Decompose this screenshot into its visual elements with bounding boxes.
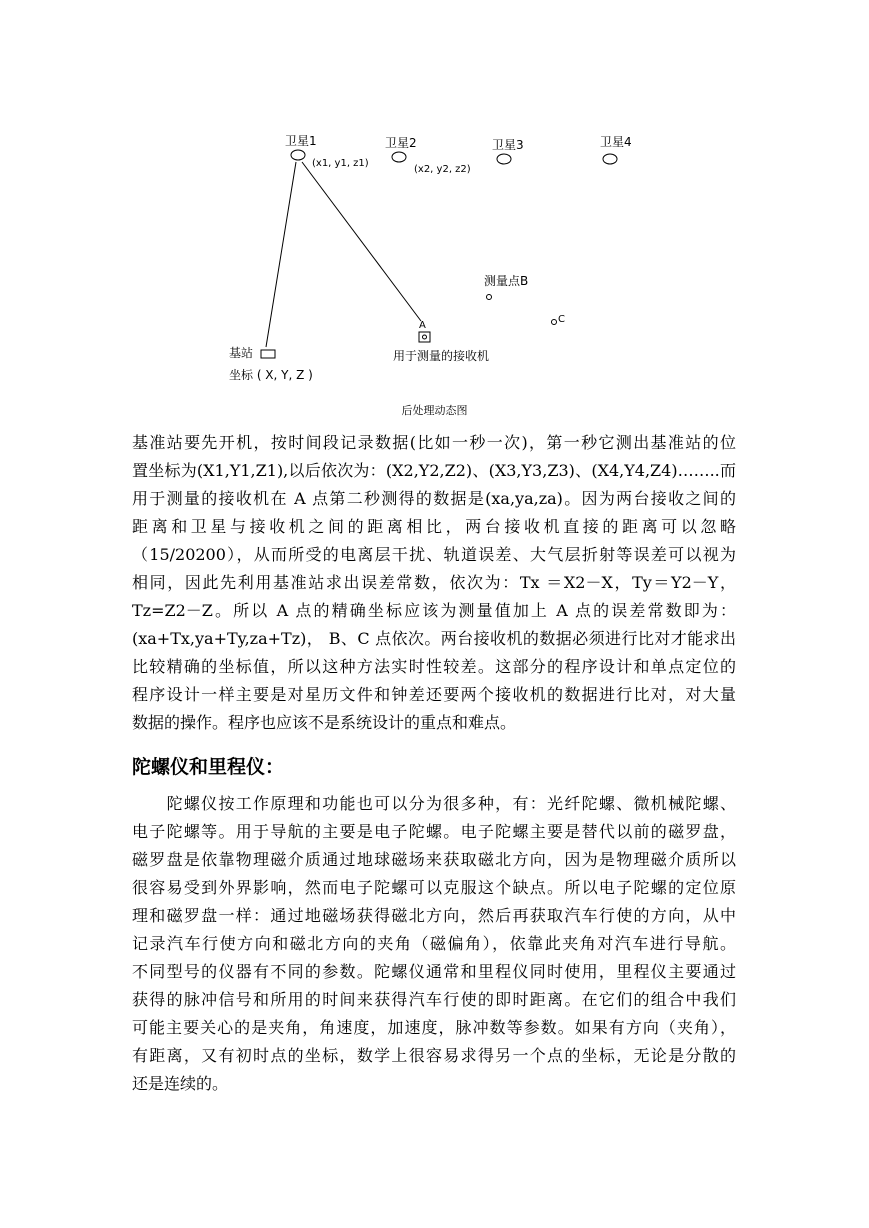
text-line: 距离和卫星与接收机之间的距离相比，两台接收机直接的距离可以忽略 (132, 517, 736, 536)
satellite1-ellipse (291, 150, 305, 160)
text-line: 还是连续的。 (132, 1074, 229, 1093)
section-heading: 陀螺仪和里程仪： (132, 756, 285, 778)
text-line: 置坐标为(X1,Y1,Z1),以后依次为：(X2,Y2,Z2)、(X3,Y3,Z3)、(X4,Y4,Z4)……..而 (132, 461, 736, 480)
diagram-shapes (0, 0, 869, 400)
text-line: （15/20200），从而所受的电离层干扰、轨道误差、大气层折射等误差可以视为 (132, 545, 736, 564)
figure-caption: 后处理动态图 (401, 404, 468, 417)
satellite3-label: 卫星3 (492, 138, 524, 152)
point-b-label: 测量点B (484, 274, 529, 288)
text-line: 很容易受到外界影响，然而电子陀螺可以克服这个缺点。所以电子陀螺的定位原 (132, 878, 736, 897)
text-line: Tz=Z2－Z。所以 A 点的精确坐标应该为测量值加上 A 点的误差常数即为： (132, 601, 736, 620)
point-c-marker (552, 320, 557, 325)
text-line: 比较精确的坐标值，所以这种方法实时性较差。这部分的程序设计和单点定位的 (132, 657, 736, 676)
satellite1-label: 卫星1 (285, 134, 317, 148)
text-line: 理和磁罗盘一样：通过地磁场获得磁北方向，然后再获取汽车行使的方向，从中 (132, 906, 736, 925)
text-line: 记录汽车行使方向和磁北方向的夹角（磁偏角），依靠此夹角对汽车进行导航。 (132, 934, 736, 953)
receiver-dot (423, 335, 427, 339)
text-line: 不同型号的仪器有不同的参数。陀螺仪通常和里程仪同时使用，里程仪主要通过 (132, 962, 736, 981)
text-line: 基准站要先开机，按时间段记录数据(比如一秒一次)，第一秒它测出基准站的位 (132, 433, 736, 452)
text-line: 用于测量的接收机在 A 点第二秒测得的数据是(xa,ya,za)。因为两台接收之间的 (132, 489, 736, 508)
satellite2-coord: (x2, y2, z2) (414, 164, 471, 175)
point-c-label: C (558, 314, 565, 325)
text-line: 数据的操作。程序也应该不是系统设计的重点和难点。 (132, 713, 517, 732)
satellite4-ellipse (603, 154, 617, 164)
base-station-label: 基站 (229, 346, 254, 360)
point-b-marker (487, 295, 492, 300)
text-line: 相同，因此先利用基准站求出误差常数，依次为：Tx ＝X2－X，Ty＝Y2－Y， (132, 573, 736, 592)
text-line: (xa+Tx,ya+Ty,za+Tz)， B、C 点依次。两台接收机的数据必须进行比对才能求出 (132, 629, 736, 648)
signal-line-receiver (302, 162, 421, 321)
text-line: 获得的脉冲信号和所用的时间来获得汽车行使的即时距离。在它们的组合中我们 (132, 990, 736, 1009)
text-line: 有距离，又有初时点的坐标，数学上很容易求得另一个点的坐标，无论是分散的 (132, 1046, 736, 1065)
text-line: 电子陀螺等。用于导航的主要是电子陀螺。电子陀螺主要是替代以前的磁罗盘， (132, 822, 736, 841)
satellite1-coord: (x1, y1, z1) (312, 158, 369, 169)
receiver-box (419, 332, 430, 342)
signal-line-base (266, 162, 296, 347)
text-line: 陀螺仪按工作原理和功能也可以分为很多种，有：光纤陀螺、微机械陀螺、 (132, 794, 736, 813)
text-line: 磁罗盘是依靠物理磁介质通过地球磁场来获取磁北方向，因为是物理磁介质所以 (132, 850, 736, 869)
base-station-box (261, 350, 275, 358)
satellite2-ellipse (392, 152, 406, 162)
satellite4-label: 卫星4 (600, 135, 632, 149)
post-processing-diagram (0, 0, 869, 400)
text-line: 程序设计一样主要是对星历文件和钟差还要两个接收机的数据进行比对，对大量 (132, 685, 736, 704)
text-line: 可能主要关心的是夹角，角速度，加速度，脉冲数等参数。如果有方向（夹角）， (132, 1018, 736, 1037)
receiver-label: 用于测量的接收机 (393, 349, 490, 363)
satellite2-label: 卫星2 (385, 136, 417, 150)
satellite3-ellipse (497, 154, 511, 164)
base-station-coord: 坐标 ( X, Y, Z ) (229, 368, 313, 382)
point-a-label: A (419, 320, 426, 331)
